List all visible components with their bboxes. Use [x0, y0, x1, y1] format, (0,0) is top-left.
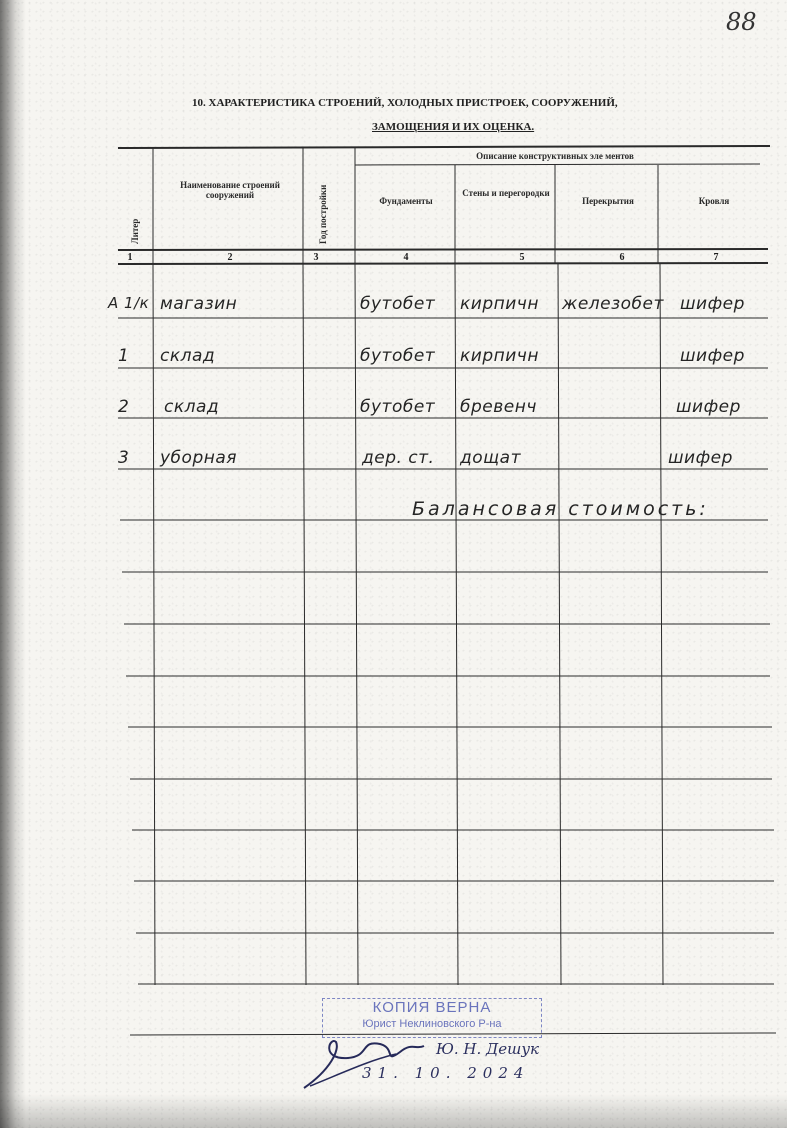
header-year: Год постройки	[318, 184, 328, 244]
cell-name: склад	[160, 346, 216, 366]
col-num-3: 3	[313, 252, 319, 263]
col-num-6: 6	[619, 252, 625, 263]
col-num-2: 2	[227, 252, 233, 263]
stamp-title: КОПИЯ ВЕРНА	[372, 999, 492, 1016]
cell-floors: железобет	[562, 294, 664, 314]
col-num-5: 5	[519, 252, 525, 263]
cell-foundation: дер. ст.	[362, 448, 435, 468]
cell-roof: шифер	[676, 397, 741, 417]
cell-foundation: бутобет	[360, 294, 436, 314]
cell-name: склад	[164, 397, 220, 417]
cell-name: уборная	[160, 448, 237, 468]
header-foundation: Фундаменты	[379, 196, 433, 206]
cell-roof: шифер	[668, 448, 733, 468]
header-liter: Литер	[130, 218, 140, 244]
header-floors: Перекрытия	[582, 196, 634, 206]
section-title: 10. ХАРАКТЕРИСТИКА СТРОЕНИЙ, ХОЛОДНЫХ ПРИСТРОЕК, СООРУЖЕНИЙ,	[192, 97, 618, 109]
cell-walls: бревенч	[460, 397, 537, 417]
cell-roof: шифер	[680, 346, 745, 366]
stamp-subtitle: Юрист Неклиновского Р-на	[362, 1018, 502, 1030]
cell-name: магазин	[160, 294, 238, 314]
balance-cost-note: Балансовая стоимость:	[412, 498, 709, 520]
cell-walls: дощат	[460, 448, 521, 468]
cell-liter: А 1/к	[108, 294, 150, 312]
page-number: 88	[726, 8, 757, 36]
cell-walls: кирпичн	[460, 294, 539, 314]
col-num-1: 1	[127, 252, 133, 263]
cell-roof: шифер	[680, 294, 745, 314]
col-num-7: 7	[713, 252, 719, 263]
header-name: Наименование строений сооружений	[180, 180, 280, 200]
group-header: Описание конструктивных эле ментов	[476, 151, 634, 161]
cell-foundation: бутобет	[360, 346, 436, 366]
stamp-date: 31. 10. 2024	[362, 1064, 530, 1082]
header-roof: Кровля	[698, 196, 730, 206]
cell-liter: 1	[118, 346, 130, 366]
col-num-4: 4	[403, 252, 409, 263]
section-subtitle: ЗАМОЩЕНИЯ И ИХ ОЦЕНКА.	[372, 121, 535, 133]
signature-name: Ю. Н. Дешук	[436, 1040, 539, 1058]
cell-foundation: бутобет	[360, 397, 436, 417]
cell-walls: кирпичн	[460, 346, 539, 366]
header-walls: Стены и перегородки	[462, 188, 550, 198]
cell-liter: 2	[118, 397, 130, 417]
cell-liter: 3	[118, 448, 130, 468]
